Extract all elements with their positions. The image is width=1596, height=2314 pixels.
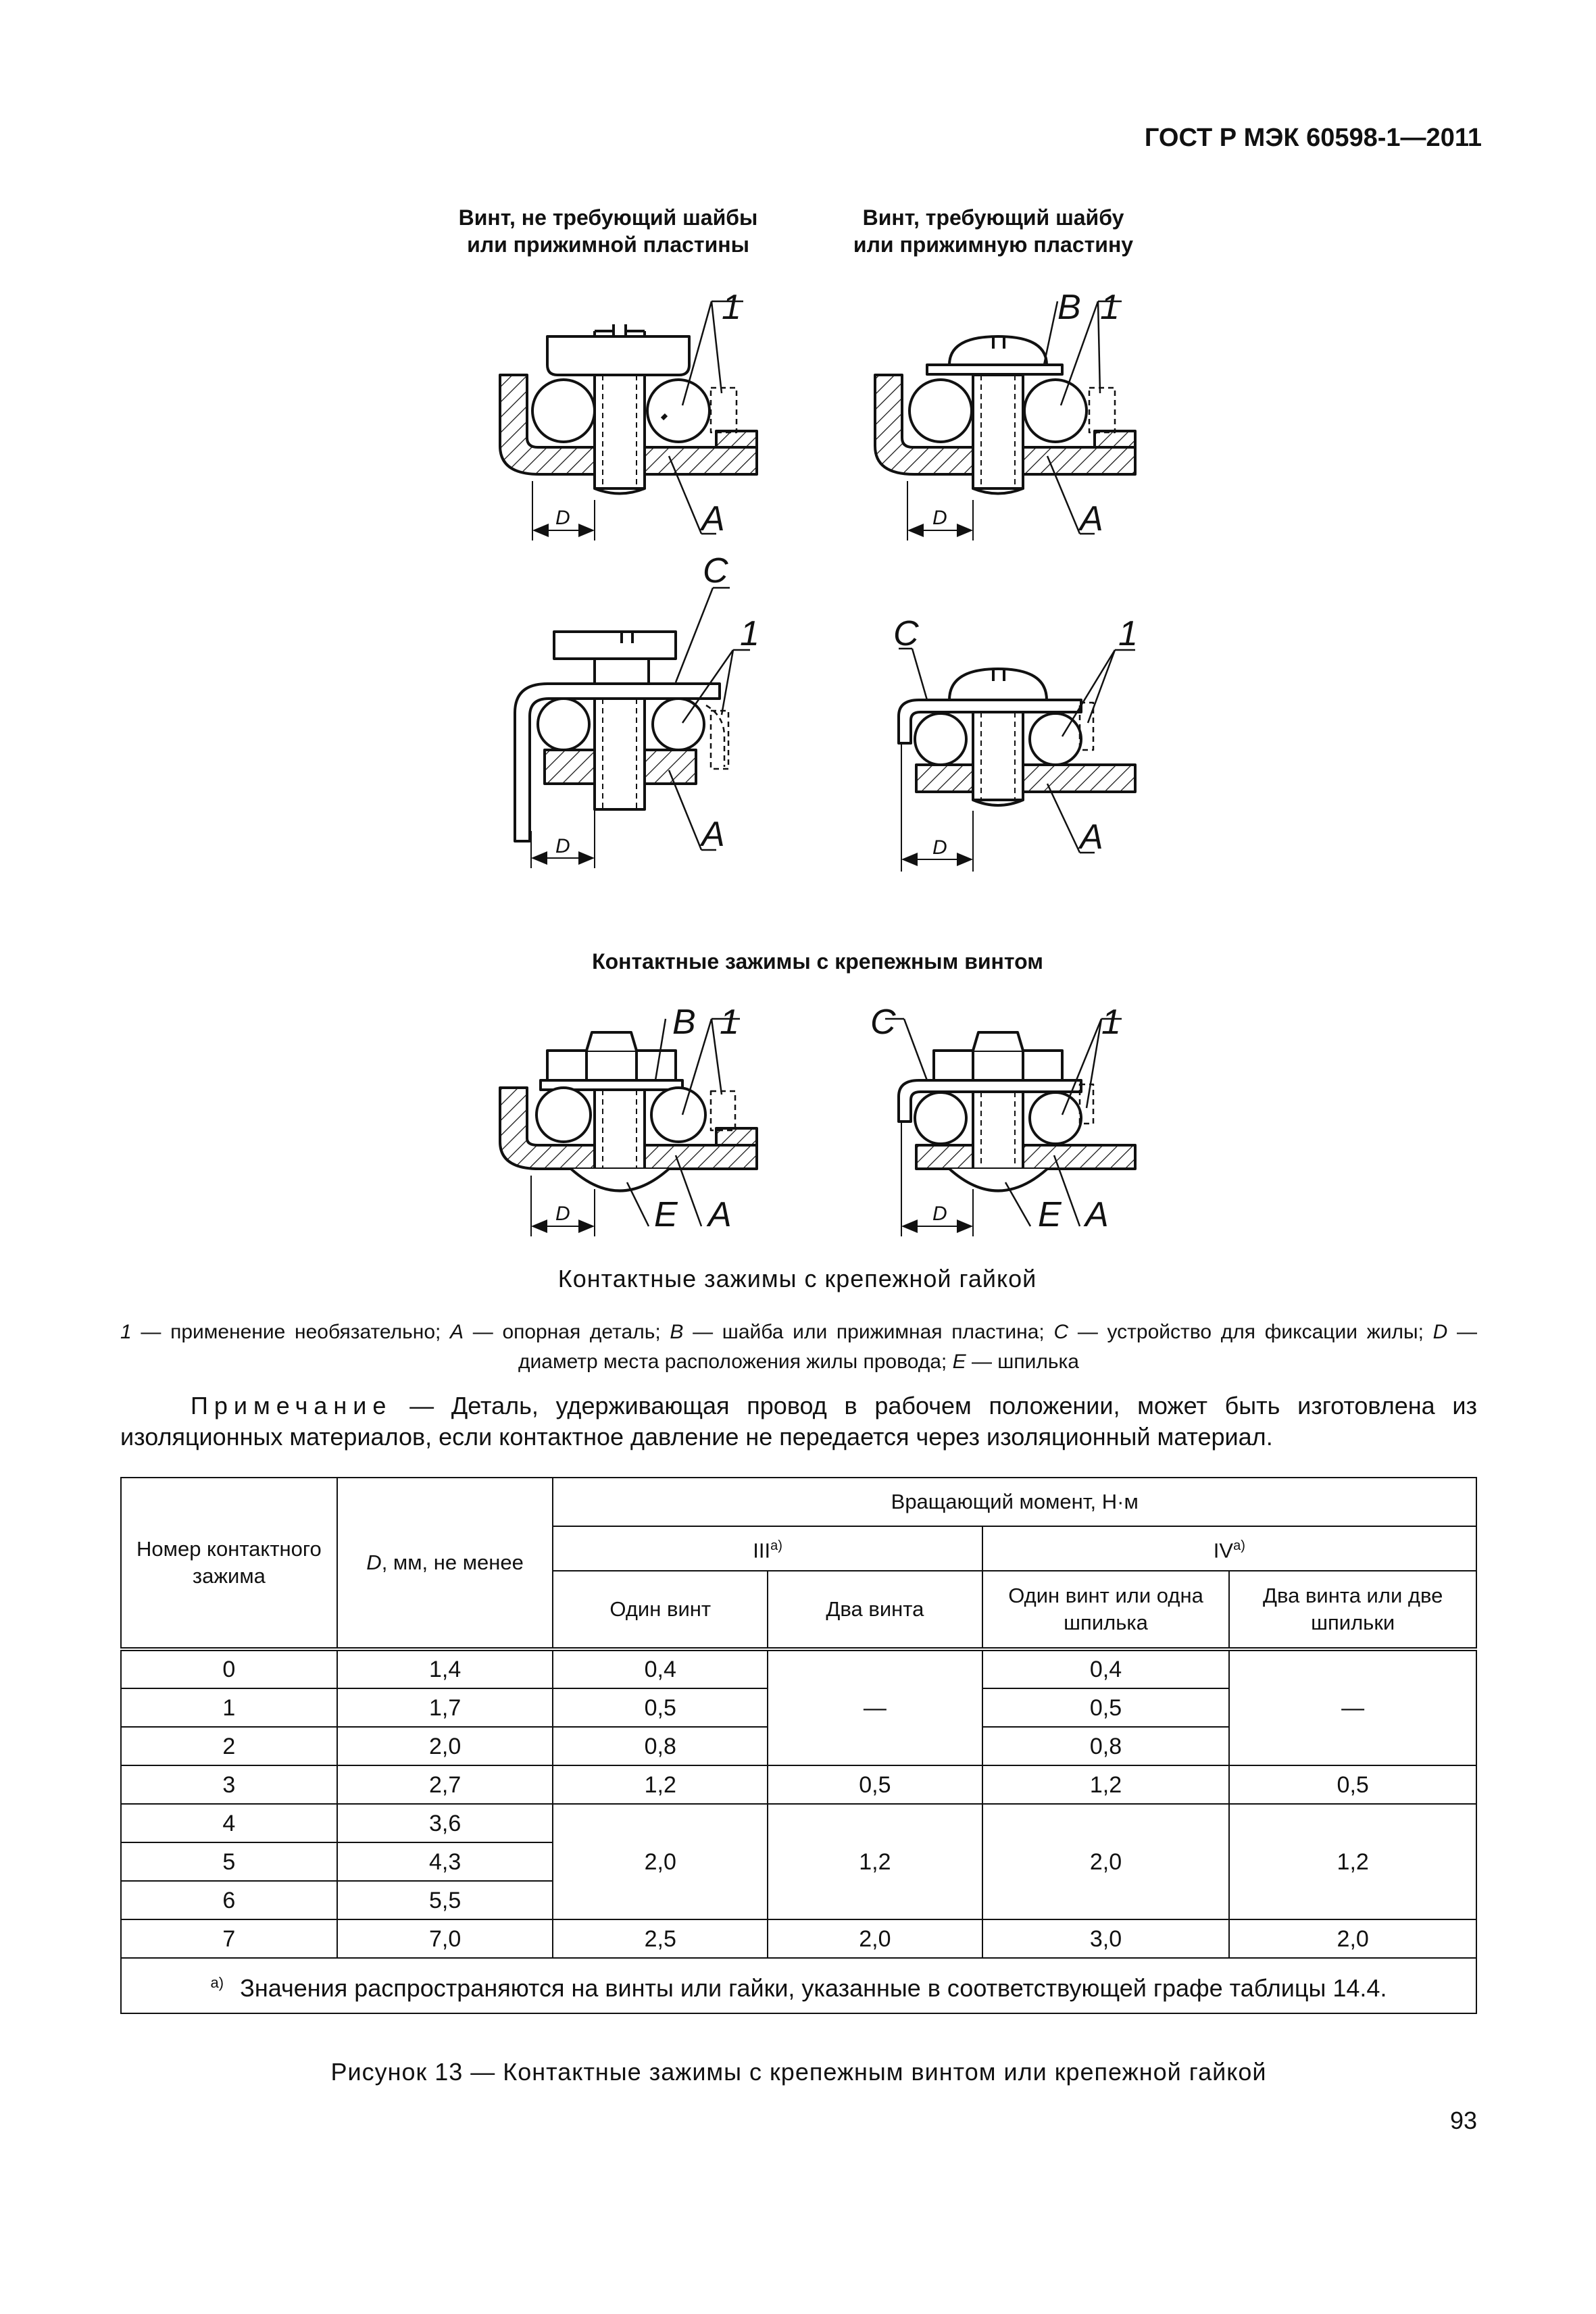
note-label: Примечание [191,1392,393,1419]
note-text: — Деталь, удерживающая провод в рабочем положении, может быть изготовлена из изоляционных материалов, если контактное давление не передается через изоляционный материал. [120,1392,1477,1451]
label-d: D [555,507,570,529]
label-d: D [932,1203,947,1225]
label-1: 1 [1118,614,1138,653]
table-row: 7 7,0 2,5 2,0 3,0 2,0 [121,1919,1476,1958]
label-c: C [870,1003,896,1042]
label-a: A [708,1195,732,1234]
label-e: E [654,1195,678,1234]
caption-with-washer: Винт, требующий шайбу или прижимную пластину [853,205,1134,257]
label-e: E [1038,1195,1062,1234]
caption-no-washer: Винт, не требующий шайбы или прижимной пластины [458,205,758,257]
subcaption-nut: Контактные зажимы с крепежной гайкой [557,1265,1037,1292]
label-a: A [701,499,725,538]
table-row: 5 4,3 [121,1842,1476,1881]
table-row: 0 1,4 0,4 — 0,4 — [121,1649,1476,1688]
section-title-screw: Контактные зажимы с крепежным винтом [592,949,1043,974]
label-a: A [701,815,725,854]
header-one-screw-or-stud: Один винт или одна шпилька [982,1571,1230,1649]
label-d: D [555,835,570,857]
table-row: 4 3,6 2,0 1,2 2,0 1,2 [121,1804,1476,1842]
label-1: 1 [1101,1003,1121,1042]
label-c: C [893,614,919,653]
label-b: B [1057,288,1081,327]
label-d: D [932,836,947,859]
header-two-screws: Два винта [768,1571,982,1649]
torque-table [120,1477,1477,2014]
header-group-iii: III$^{a)}$ [553,1526,982,1571]
table-row: 2 2,0 0,8 0,8 [121,1727,1476,1765]
label-1: 1 [720,1003,739,1042]
label-d: D [932,507,947,529]
label-a: A [1080,499,1103,538]
label-b: B [672,1003,696,1042]
table-row: 3 2,7 1,2 0,5 1,2 0,5 [121,1765,1476,1804]
label-1: 1 [722,288,741,327]
table-row: 6 5,5 [121,1881,1476,1919]
document-header: ГОСТ Р МЭК 60598-1—2011 [1144,124,1482,152]
table-row: 1 1,7 0,5 0,5 [121,1688,1476,1727]
figure-caption: Рисунок 13 — Контактные зажимы с крепежным винтом или крепежной гайкой [330,2058,1267,2086]
header-d-min: D, мм, не менее [337,1478,553,1649]
label-1: 1 [1100,288,1120,327]
header-torque: Вращающий момент, Н·м [553,1478,1476,1526]
header-terminal-number: Номер контактного зажима [121,1478,337,1649]
figure-legend: 1 — применение необязательно; A — опорная деталь; B — шайба или прижимная пластина; C — устройство для фиксации жилы; D — диаметр места расположения жилы провода; E — шпилька [120,1321,1477,1373]
note-paragraph [120,1390,1477,1453]
label-c: C [703,551,728,590]
label-a: A [1085,1195,1109,1234]
header-two-screws-or-studs: Два винта или две шпильки [1229,1571,1476,1649]
header-group-iv: IV$^{a)}$ [982,1526,1476,1571]
table-footnote: $^{а)}$ Значения распространяются на винты или гайки, указанные в соответствующей графе таблицы 14.4. [121,1958,1476,2013]
label-d: D [555,1203,570,1225]
header-one-screw: Один винт [553,1571,768,1649]
page-number: 93 [1449,2107,1477,2134]
label-a: A [1080,818,1103,857]
label-1: 1 [740,614,759,653]
